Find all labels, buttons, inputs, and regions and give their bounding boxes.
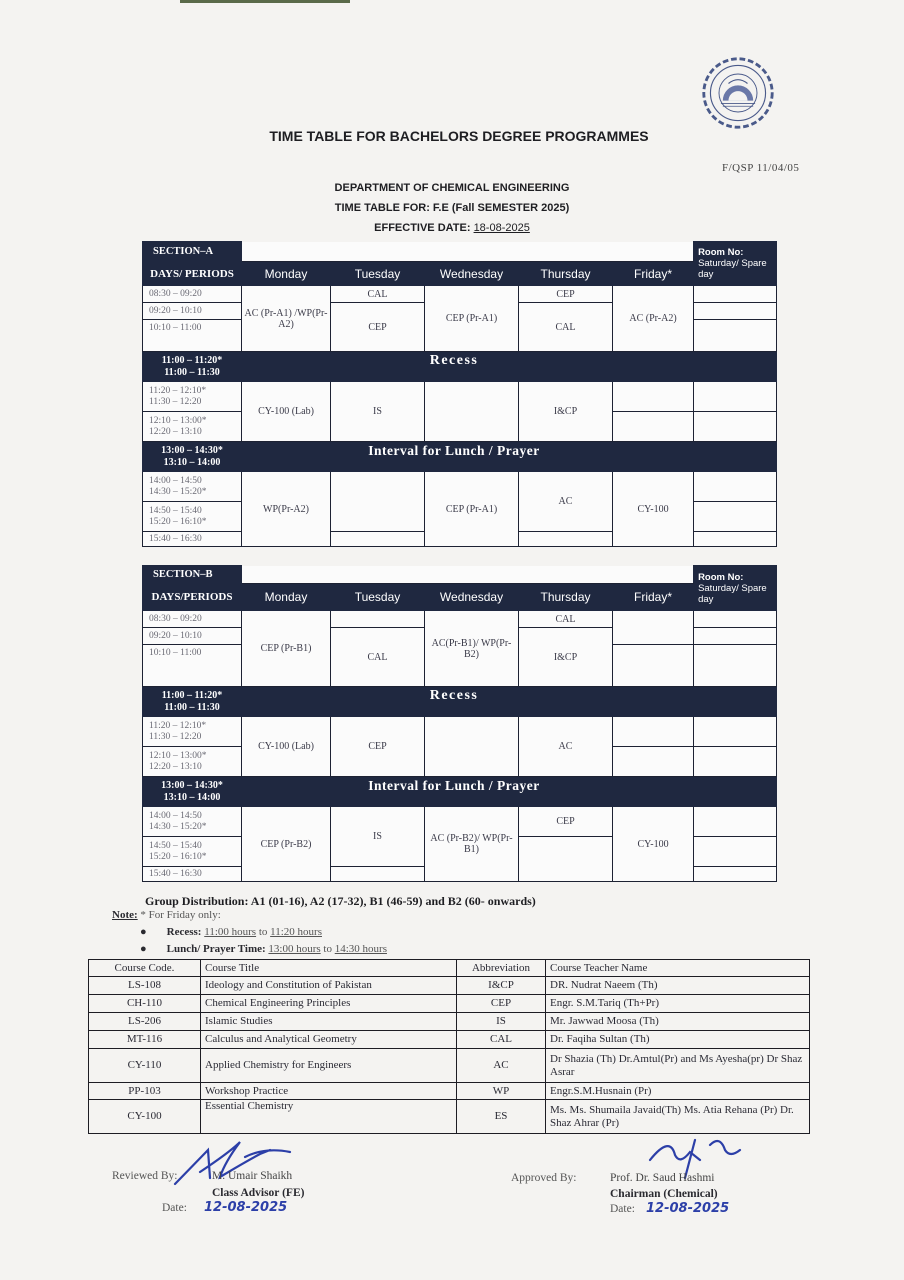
department-name: DEPARTMENT OF CHEMICAL ENGINEERING bbox=[334, 182, 570, 194]
days-periods-header: DAYS/ PERIODS bbox=[143, 262, 242, 286]
cell-thursday: CEP bbox=[519, 807, 613, 837]
days-periods-header: DAYS/PERIODS bbox=[143, 584, 242, 611]
cell-friday bbox=[613, 382, 694, 412]
abbreviation-header: Abbreviation bbox=[457, 960, 546, 977]
cell-friday bbox=[613, 717, 694, 747]
course-code: LS-206 bbox=[89, 1013, 201, 1031]
monday-header: Monday bbox=[242, 262, 331, 286]
page-title: TIME TABLE FOR BACHELORS DEGREE PROGRAMMES bbox=[269, 128, 649, 144]
cell-friday: CY-100 bbox=[613, 472, 694, 547]
lunch-time: 13:00 – 14:30* 13:10 – 14:00 bbox=[143, 442, 242, 472]
approver-date: 12-08-2025 bbox=[646, 1201, 730, 1216]
lunch-time: 13:00 – 14:30* 13:10 – 14:00 bbox=[143, 777, 242, 807]
period-time: 11:20 – 12:10* 11:30 – 12:20 bbox=[143, 717, 242, 747]
cell-tuesday: CAL bbox=[331, 286, 425, 303]
course-abbr: CEP bbox=[457, 995, 546, 1013]
room-cell bbox=[694, 286, 777, 303]
section-a-label: SECTION–A bbox=[143, 242, 242, 262]
course-table bbox=[88, 959, 810, 1134]
period-time: 15:40 – 16:30 bbox=[143, 867, 242, 882]
room-cell bbox=[694, 645, 777, 687]
room-cell bbox=[694, 717, 777, 747]
reviewer-signature-icon bbox=[170, 1132, 300, 1192]
form-code: F/QSP 11/04/05 bbox=[722, 162, 800, 174]
group-distribution: Group Distribution: A1 (01-16), A2 (17-32), B1 (46-59) and B2 (60- onwards) bbox=[145, 894, 536, 908]
cell-friday bbox=[613, 412, 694, 442]
header-blank bbox=[242, 566, 694, 584]
cell-wednesday: AC(Pr-B1)/ WP(Pr-B2) bbox=[425, 611, 519, 687]
cell-friday: AC (Pr-A2) bbox=[613, 286, 694, 352]
room-cell bbox=[694, 502, 777, 532]
cell-monday: CY-100 (Lab) bbox=[242, 382, 331, 442]
room-cell bbox=[694, 303, 777, 320]
cell-thursday bbox=[519, 532, 613, 547]
room-cell bbox=[694, 472, 777, 502]
course-abbr: I&CP bbox=[457, 977, 546, 995]
cell-thursday: CEP bbox=[519, 286, 613, 303]
effective-date: 18-08-2025 bbox=[473, 222, 530, 234]
reviewer-date-label: Date: bbox=[162, 1202, 187, 1214]
reviewer-date: 12-08-2025 bbox=[204, 1200, 288, 1215]
cell-tuesday: IS bbox=[331, 382, 425, 442]
approver-title: Chairman (Chemical) bbox=[610, 1188, 718, 1200]
period-time: 08:30 – 09:20 bbox=[143, 286, 242, 303]
university-seal-icon bbox=[700, 55, 776, 131]
period-time: 09:20 – 10:10 bbox=[143, 628, 242, 645]
cell-monday: AC (Pr-A1) /WP(Pr-A2) bbox=[242, 286, 331, 352]
lunch-note: ● Lunch/ Prayer Time: 13:00 hours to 14:30 hours bbox=[140, 943, 387, 955]
course-title: Essential Chemistry bbox=[201, 1100, 457, 1134]
table-row bbox=[89, 1049, 810, 1083]
table-row bbox=[89, 977, 810, 995]
cell-tuesday bbox=[331, 611, 425, 628]
course-title: Islamic Studies bbox=[201, 1013, 457, 1031]
cell-wednesday bbox=[425, 717, 519, 777]
recess-time: 11:00 – 11:20* 11:00 – 11:30 bbox=[143, 687, 242, 717]
reviewer-title: Class Advisor (FE) bbox=[212, 1187, 305, 1199]
course-title: Workshop Practice bbox=[201, 1083, 457, 1100]
room-cell bbox=[694, 611, 777, 628]
course-title: Chemical Engineering Principles bbox=[201, 995, 457, 1013]
effective-date-label: EFFECTIVE DATE: bbox=[374, 222, 471, 234]
section-b-timetable bbox=[142, 565, 777, 882]
room-no-header: Room No: Saturday/ Spare day bbox=[694, 242, 777, 286]
course-abbr: CAL bbox=[457, 1031, 546, 1049]
course-code: CY-100 bbox=[89, 1100, 201, 1134]
cell-friday: CY-100 bbox=[613, 807, 694, 882]
room-cell bbox=[694, 837, 777, 867]
cell-thursday: I&CP bbox=[519, 382, 613, 442]
cell-thursday: I&CP bbox=[519, 628, 613, 687]
table-row bbox=[89, 1100, 810, 1134]
room-cell bbox=[694, 628, 777, 645]
approved-by-label: Approved By: bbox=[511, 1172, 577, 1184]
recess-note: ● Recess: 11:00 hours to 11:20 hours bbox=[140, 926, 322, 938]
course-code: MT-116 bbox=[89, 1031, 201, 1049]
cell-thursday bbox=[519, 837, 613, 882]
cell-monday: CEP (Pr-B2) bbox=[242, 807, 331, 882]
course-teacher: Ms. Ms. Shumaila Javaid(Th) Ms. Atia Rehana (Pr) Dr. Shaz Ahrar (Pr) bbox=[546, 1100, 810, 1134]
course-code: PP-103 bbox=[89, 1083, 201, 1100]
cell-tuesday bbox=[331, 532, 425, 547]
course-teacher: Mr. Jawwad Moosa (Th) bbox=[546, 1013, 810, 1031]
table-row bbox=[89, 1083, 810, 1100]
cell-monday: WP(Pr-A2) bbox=[242, 472, 331, 547]
room-cell bbox=[694, 382, 777, 412]
room-cell bbox=[694, 867, 777, 882]
reviewed-by-label: Reviewed By: bbox=[112, 1170, 178, 1182]
room-no-header: Room No: Saturday/ Spare day bbox=[694, 566, 777, 611]
course-title: Calculus and Analytical Geometry bbox=[201, 1031, 457, 1049]
cell-thursday: CAL bbox=[519, 611, 613, 628]
tuesday-header: Tuesday bbox=[331, 584, 425, 611]
reviewer-name: M. Umair Shaikh bbox=[212, 1170, 293, 1182]
course-teacher: Engr.S.M.Husnain (Pr) bbox=[546, 1083, 810, 1100]
cell-wednesday: AC (Pr-B2)/ WP(Pr-B1) bbox=[425, 807, 519, 882]
course-title: Ideology and Constitution of Pakistan bbox=[201, 977, 457, 995]
period-time: 08:30 – 09:20 bbox=[143, 611, 242, 628]
table-row bbox=[89, 1013, 810, 1031]
room-cell bbox=[694, 532, 777, 547]
teacher-header: Course Teacher Name bbox=[546, 960, 810, 977]
cell-wednesday: CEP (Pr-A1) bbox=[425, 472, 519, 547]
note-label: Note: bbox=[112, 909, 138, 921]
course-teacher: Dr. Faqiha Sultan (Th) bbox=[546, 1031, 810, 1049]
cell-tuesday: IS bbox=[331, 807, 425, 867]
period-time: 14:00 – 14:50 14:30 – 15:20* bbox=[143, 807, 242, 837]
period-time: 10:10 – 11:00 bbox=[143, 645, 242, 687]
course-abbr: AC bbox=[457, 1049, 546, 1083]
friday-header: Friday* bbox=[613, 262, 694, 286]
cell-wednesday: CEP (Pr-A1) bbox=[425, 286, 519, 352]
approver-date-label: Date: bbox=[610, 1203, 635, 1215]
note bbox=[112, 909, 221, 921]
room-cell bbox=[694, 412, 777, 442]
period-time: 10:10 – 11:00 bbox=[143, 320, 242, 352]
recess-band: Recess bbox=[242, 352, 777, 382]
course-code: CY-110 bbox=[89, 1049, 201, 1083]
period-time: 12:10 – 13:00* 12:20 – 13:10 bbox=[143, 412, 242, 442]
period-time: 14:50 – 15:40 15:20 – 16:10* bbox=[143, 502, 242, 532]
timetable-for: TIME TABLE FOR: F.E (Fall SEMESTER 2025) bbox=[334, 202, 570, 214]
top-edge-line bbox=[180, 0, 350, 3]
friday-header: Friday* bbox=[613, 584, 694, 611]
tuesday-header: Tuesday bbox=[331, 262, 425, 286]
course-title: Applied Chemistry for Engineers bbox=[201, 1049, 457, 1083]
cell-tuesday: CEP bbox=[331, 717, 425, 777]
recess-band: Recess bbox=[242, 687, 777, 717]
lunch-band: Interval for Lunch / Prayer bbox=[242, 442, 777, 472]
course-code: LS-108 bbox=[89, 977, 201, 995]
thursday-header: Thursday bbox=[519, 584, 613, 611]
recess-time: 11:00 – 11:20* 11:00 – 11:30 bbox=[143, 352, 242, 382]
cell-tuesday: CEP bbox=[331, 303, 425, 352]
period-time: 11:20 – 12:10* 11:30 – 12:20 bbox=[143, 382, 242, 412]
cell-monday: CY-100 (Lab) bbox=[242, 717, 331, 777]
cell-friday bbox=[613, 645, 694, 687]
cell-wednesday bbox=[425, 382, 519, 442]
cell-friday bbox=[613, 611, 694, 645]
period-time: 14:00 – 14:50 14:30 – 15:20* bbox=[143, 472, 242, 502]
monday-header: Monday bbox=[242, 584, 331, 611]
section-b-label: SECTION–B bbox=[143, 566, 242, 584]
cell-tuesday bbox=[331, 867, 425, 882]
course-title-header: Course Title bbox=[201, 960, 457, 977]
room-cell bbox=[694, 747, 777, 777]
course-teacher: DR. Nudrat Naeem (Th) bbox=[546, 977, 810, 995]
section-a-timetable bbox=[142, 241, 777, 547]
course-code-header: Course Code. bbox=[89, 960, 201, 977]
cell-thursday: CAL bbox=[519, 303, 613, 352]
room-cell bbox=[694, 320, 777, 352]
wednesday-header: Wednesday bbox=[425, 584, 519, 611]
period-time: 09:20 – 10:10 bbox=[143, 303, 242, 320]
lunch-band: Interval for Lunch / Prayer bbox=[242, 777, 777, 807]
effective-date-line bbox=[0, 222, 904, 234]
room-cell bbox=[694, 807, 777, 837]
course-abbr: IS bbox=[457, 1013, 546, 1031]
course-abbr: ES bbox=[457, 1100, 546, 1134]
note-text: * For Friday only: bbox=[140, 909, 221, 921]
course-teacher: Dr Shazia (Th) Dr.Amtul(Pr) and Ms Ayesha(pr) Dr Shaz Asrar bbox=[546, 1049, 810, 1083]
period-time: 15:40 – 16:30 bbox=[143, 532, 242, 547]
cell-tuesday: CAL bbox=[331, 628, 425, 687]
thursday-header: Thursday bbox=[519, 262, 613, 286]
cell-monday: CEP (Pr-B1) bbox=[242, 611, 331, 687]
cell-tuesday bbox=[331, 472, 425, 532]
period-time: 14:50 – 15:40 15:20 – 16:10* bbox=[143, 837, 242, 867]
cell-thursday: AC bbox=[519, 717, 613, 777]
header-blank bbox=[242, 242, 694, 262]
cell-thursday: AC bbox=[519, 472, 613, 532]
course-abbr: WP bbox=[457, 1083, 546, 1100]
period-time: 12:10 – 13:00* 12:20 – 13:10 bbox=[143, 747, 242, 777]
cell-friday bbox=[613, 747, 694, 777]
table-row bbox=[89, 995, 810, 1013]
wednesday-header: Wednesday bbox=[425, 262, 519, 286]
course-teacher: Engr. S.M.Tariq (Th+Pr) bbox=[546, 995, 810, 1013]
approver-name: Prof. Dr. Saud Hashmi bbox=[610, 1172, 715, 1184]
course-code: CH-110 bbox=[89, 995, 201, 1013]
table-row bbox=[89, 1031, 810, 1049]
